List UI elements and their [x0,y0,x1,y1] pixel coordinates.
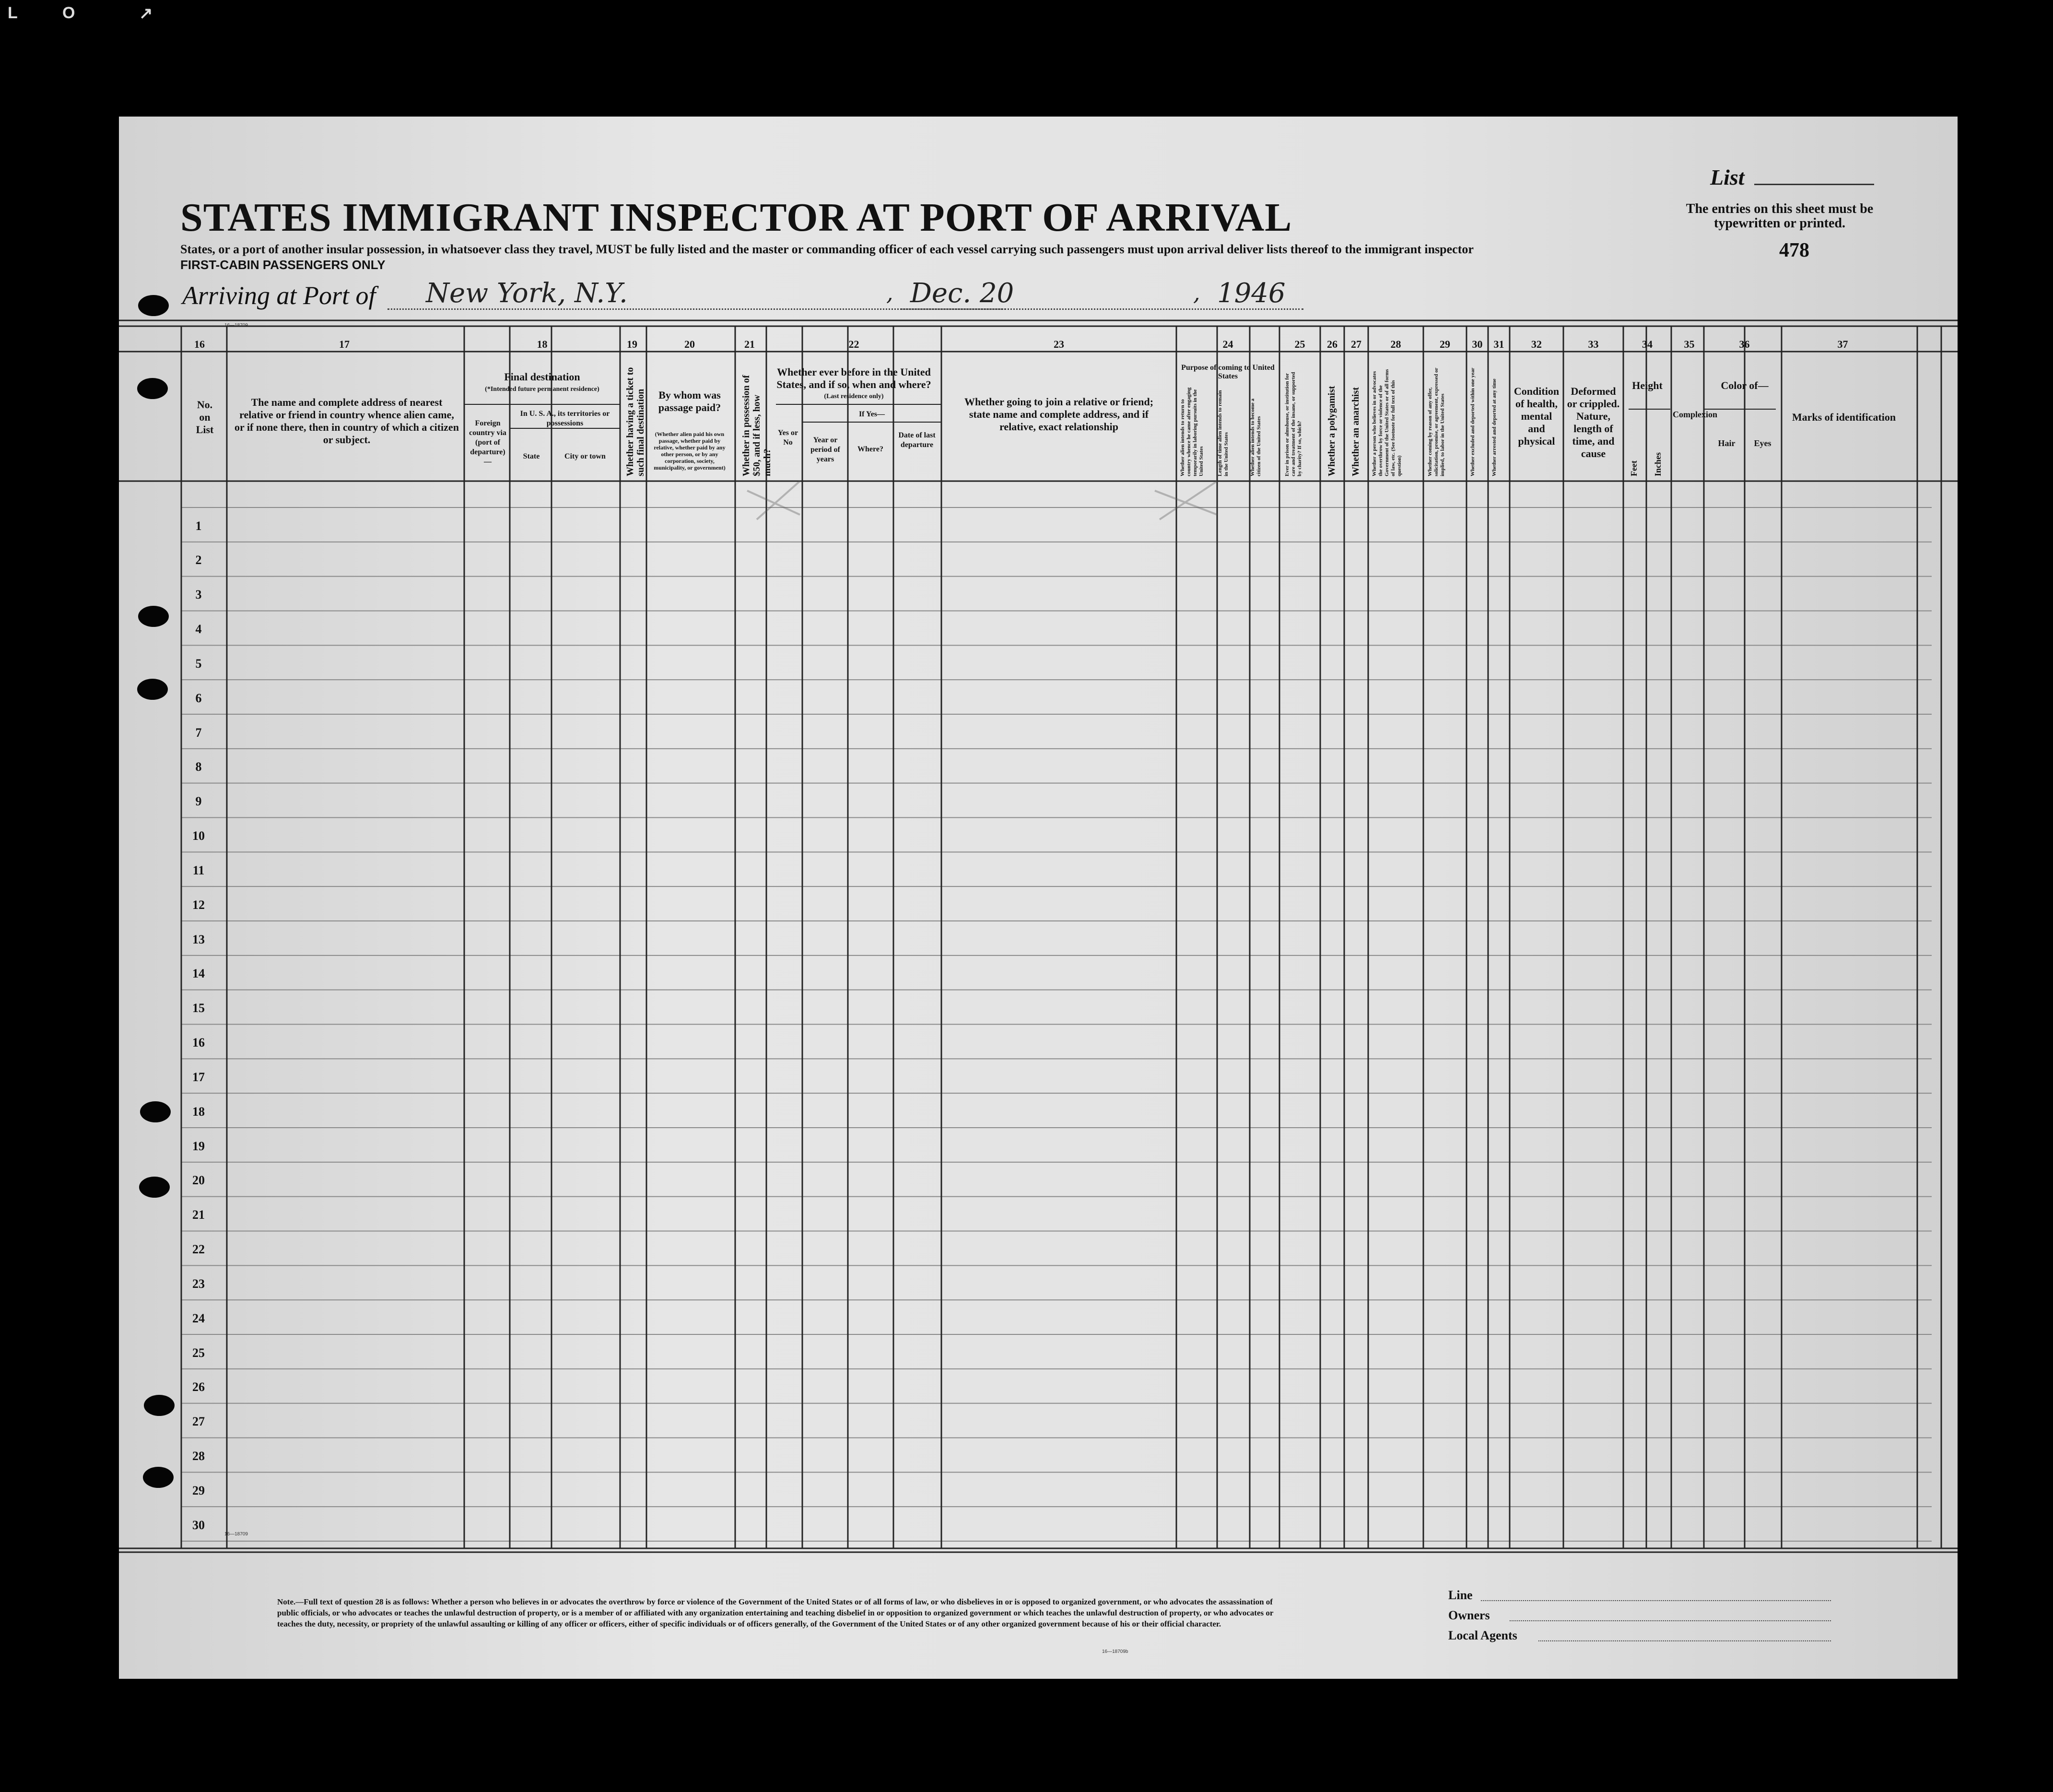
comma: , [886,280,893,306]
footer-agents-label: Local Agents [1448,1628,1517,1642]
row-number: 10 [192,829,205,843]
row-number: 8 [195,760,202,774]
col25-label: Ever in prison or almshouse, or institution for care and treatment of the insane, or supported by charity? If so, which? [1284,372,1302,476]
col18-sub: (*Intended future permanent residence) [485,386,599,393]
col35-label: Complexion [1673,410,1718,419]
col18-state: State [523,452,540,460]
row-number: 7 [195,725,202,740]
col31-label: Whether arrested and deported at any time [1491,378,1497,476]
col20-sub: (Whether alien paid his own passage, whether paid by relative, whether paid by any other person, or by any corporation, society, municipality, or government) [654,431,726,471]
col28-label: Whether a person who believes in or advocates the overthrow by force or violence of the Government of the United States or of all forms of law, etc. (See footnote for full text of this question) [1372,369,1402,476]
col23-num: 23 [1054,338,1064,350]
col32-num: 32 [1531,338,1542,350]
col18-num: 18 [537,338,548,350]
corner-mark-arrow: ↗ [139,4,153,23]
col28-num: 28 [1390,338,1401,350]
row-number: 21 [192,1208,205,1222]
row-number: 20 [192,1173,205,1188]
row-number: 15 [192,1001,205,1015]
row-number: 25 [192,1345,205,1360]
row-number: 17 [192,1070,205,1084]
col34-label: Height [1632,379,1663,391]
col22-num: 22 [848,338,859,350]
form-subtitle: States, or a port of another insular possession, in whatsoever class they travel, MUST be fully listed and the master or commanding officer of each vessel carrying such passengers must upon arrival deliver lists thereof to the immigrant inspector [180,242,1474,256]
row-number: 14 [192,967,205,981]
row-number: 2 [195,553,202,567]
col33-num: 33 [1588,338,1599,350]
col19-label: Whether having a ticket to such final destination [625,367,646,476]
manifest-sheet [119,117,1958,1679]
col24-label: Purpose of coming to United States [1181,364,1275,380]
col25-num: 25 [1294,338,1305,350]
footer-agents-rule [1538,1640,1831,1641]
port-value: New York, N.Y. [426,278,628,309]
row-number: 22 [192,1242,205,1256]
col37-label: Marks of identification [1792,411,1896,423]
row-number: 29 [192,1483,205,1497]
row-number: 16 [192,1036,205,1049]
col37-num: 37 [1837,338,1848,350]
col17-num: 17 [339,338,350,350]
col24-b: Length of time alien intends to remain in the United States [1217,390,1229,476]
col22-date: Date of last departure [898,431,936,449]
footer-line-rule [1481,1600,1831,1601]
col19-num: 19 [627,338,637,350]
col26-num: 26 [1327,338,1337,350]
row-number: 26 [192,1380,205,1394]
form-code-top: 16—18709 [224,323,248,328]
row-number: 9 [195,794,202,809]
col18-foreign: Foreign country via (port of departure)— [469,419,506,466]
col22-label: Whether ever before in the United States, and if so, when and where? [776,366,931,390]
col17-label: The name and complete address of nearest relative or friend in country whence alien came, or if none there, then in country of which a citizen or subject. [235,396,459,446]
col20-label: By whom was passage paid? [658,389,721,413]
col31-num: 31 [1493,338,1504,350]
col23-label: Whether going to join a relative or friend; state name and complete address, and if relative, exact relationship [964,396,1154,433]
col34-inches: Inches [1653,452,1663,476]
col24-num: 24 [1222,338,1233,350]
row-number: 11 [192,863,205,877]
col27-num: 27 [1351,338,1361,350]
col33-label: Deformed or crippled. Nature, length of time, and cause [1567,385,1620,460]
date-value: Dec. 20 [910,278,1014,309]
row-number: 24 [192,1311,205,1325]
passenger-class: FIRST-CABIN PASSENGERS ONLY [180,258,386,272]
col24-c: Whether alien intends to become a citizen of the United States [1250,398,1262,476]
col29-num: 29 [1440,338,1450,350]
row-number: 13 [192,932,205,946]
footer-owners-label: Owners [1448,1608,1490,1622]
footnote: Note.—Full text of question 28 is as follows: Whether a person who believes in or advocates the overthrow by force or violence of the Government of the United States or of all forms of law, or who disbelieves in or is opposed to organized government, or who advocates the assassination of public officials, or who advocates or teaches the unlawful destruction of property, or is a member of or affiliated with any organization entertaining and teaching disbelief in or opposition to organized government or which teaches the unlawful destruction of property, or who advocates or teaches the duty, necessity, or propriety of the unlawful assaulting or killing of any officer or officers, either of specific individuals or of officers generally, of the Government of the United States or of any other organized government because of his or their official character. [277,1597,1274,1628]
col30-label: Whether excluded and deported within one year [1470,367,1476,476]
col30-num: 30 [1472,338,1483,350]
col24-a: Whether alien intends to return to country whence he came after engaging temporarily in laboring pursuits in the United States [1180,387,1204,476]
row-number: 4 [195,622,202,636]
row-number: 3 [195,588,202,602]
col22-where: Where? [857,445,883,453]
footer-owners-rule [1510,1620,1831,1621]
row-number: 27 [192,1415,205,1429]
form-code-bottom: 16—18709 [224,1532,248,1537]
col27-label: Whether an anarchist [1350,387,1361,476]
form-title: STATES IMMIGRANT INSPECTOR AT PORT OF ARRIVAL [180,195,1292,240]
footer-line-label: Line [1448,1588,1473,1602]
col29-label: Whether coming by reason of any offer, solicitation, promise, or agreement, expressed or implied, to labor in the United States [1427,367,1445,476]
row-number: 6 [195,691,202,705]
col35-num: 35 [1684,338,1695,350]
col18-city: City or town [564,452,606,460]
year-value: 1946 [1217,278,1286,309]
col26-label: Whether a polygamist [1326,386,1337,476]
row-number: 5 [195,656,202,671]
col21-label: Whether in possession of $50, and if less, how much? [741,375,773,476]
row-number: 12 [192,897,205,912]
col34-feet: Feet [1629,460,1639,476]
row-number: 28 [192,1449,205,1463]
col36-hair: Hair [1718,438,1736,448]
form-code-note: 16—18709b [1102,1649,1128,1654]
col16-label: No. on List [196,399,214,436]
col22-ifyes: If Yes— [858,410,885,418]
row-number: 30 [192,1518,205,1532]
list-label: List [1710,165,1745,189]
col32-label: Condition of health, mental and physical [1513,385,1560,447]
col20-num: 20 [684,338,695,350]
row-number: 23 [192,1276,205,1291]
comma: , [1193,280,1200,306]
col18-usa: In U. S. A., its territories or possessions [520,410,610,427]
col22-sub: (Last residence only) [824,393,884,400]
manifest-grid [119,117,1958,1679]
col22-years: Year or period of years [810,436,840,463]
entries-note: The entries on this sheet must be typewritten or printed. [1686,201,1874,231]
col18-label: Final destination [504,371,580,383]
page-number: 478 [1779,239,1809,261]
col34-num: 34 [1642,338,1653,350]
row-number: 19 [192,1139,205,1153]
row-number: 18 [192,1104,205,1119]
col22-yesno: Yes or No [777,429,798,447]
row-number: 1 [195,519,202,533]
corner-mark-l: L [8,4,18,22]
col21-num: 21 [744,338,755,350]
col36-label: Color of— [1721,379,1769,391]
col36-eyes: Eyes [1754,438,1771,448]
corner-mark-o: O [62,4,75,22]
arriving-label: Arriving at Port of [182,281,376,310]
col16-num: 16 [194,338,205,350]
col36-num: 36 [1739,338,1750,350]
